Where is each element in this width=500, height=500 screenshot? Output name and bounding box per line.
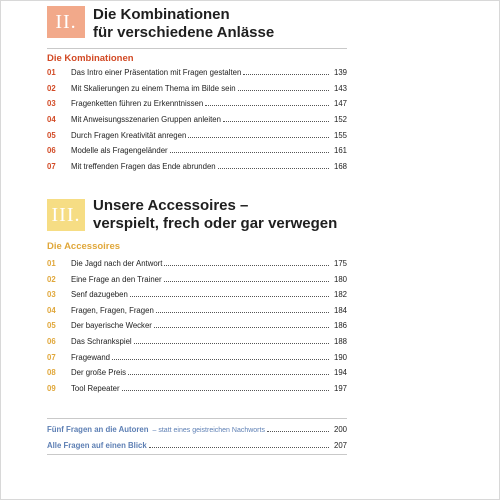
leader-dots bbox=[164, 275, 329, 282]
entry-page: 197 bbox=[333, 383, 347, 393]
entry-page: 168 bbox=[333, 162, 347, 172]
subheading: Die Accessoires bbox=[47, 241, 121, 252]
entry-page: 194 bbox=[333, 368, 347, 378]
entry-number: 01 bbox=[47, 259, 56, 268]
section-numeral-badge bbox=[47, 6, 85, 38]
toc-entry[interactable] bbox=[47, 259, 347, 275]
toc-entry[interactable] bbox=[47, 384, 347, 400]
toc-entry[interactable] bbox=[47, 84, 347, 100]
entry-title: Durch Fragen Kreativität anregen bbox=[71, 130, 187, 140]
toc-entry[interactable] bbox=[47, 321, 347, 337]
entry-number: 02 bbox=[47, 274, 56, 284]
section-title bbox=[93, 197, 337, 233]
toc-entry[interactable] bbox=[47, 131, 347, 147]
toc-entry[interactable] bbox=[47, 353, 347, 369]
toc-entry[interactable] bbox=[47, 275, 347, 291]
leader-dots bbox=[164, 259, 329, 266]
entry-page: 190 bbox=[333, 352, 347, 362]
entry-page: 184 bbox=[333, 305, 347, 315]
toc-entry[interactable] bbox=[47, 368, 347, 384]
entry-page: 147 bbox=[333, 99, 347, 109]
entry-number: 03 bbox=[47, 99, 56, 109]
entry-page: 143 bbox=[333, 83, 347, 93]
entry-number: 09 bbox=[47, 383, 56, 393]
entry-title: Das Schrankspiel bbox=[71, 336, 132, 346]
section-title-line2: für verschiedene Anlässe bbox=[93, 24, 275, 41]
entry-page: 152 bbox=[333, 115, 347, 125]
entry-page: 161 bbox=[333, 146, 347, 156]
leader-dots bbox=[188, 131, 329, 138]
toc-entry[interactable] bbox=[47, 68, 347, 84]
entry-number: 08 bbox=[47, 368, 56, 378]
entry-number: 05 bbox=[47, 321, 56, 331]
leader-dots bbox=[112, 353, 329, 360]
entry-title: Fragewand bbox=[71, 352, 111, 362]
leader-dots bbox=[267, 425, 329, 432]
toc-entry[interactable] bbox=[47, 306, 347, 322]
toc-entry[interactable] bbox=[47, 337, 347, 353]
entry-title: Eine Frage an den Trainer bbox=[71, 274, 162, 284]
entry-page: 207 bbox=[333, 441, 347, 450]
entry-title: Tool Repeater bbox=[71, 383, 120, 393]
leader-dots bbox=[223, 115, 329, 122]
toc-entry[interactable] bbox=[47, 162, 347, 178]
section-title bbox=[93, 6, 274, 42]
entry-title: Die Jagd nach der Antwort bbox=[71, 259, 163, 268]
leader-dots bbox=[130, 290, 329, 297]
entry-title: Mit Skalierungen zu einem Thema im Bilde sein bbox=[71, 83, 236, 93]
entry-page: 155 bbox=[333, 130, 347, 140]
leader-dots bbox=[243, 68, 329, 75]
entry-number: 03 bbox=[47, 290, 56, 300]
entry-page: 186 bbox=[333, 321, 347, 331]
toc-list bbox=[47, 259, 347, 399]
leader-dots bbox=[205, 99, 329, 106]
entry-number: 06 bbox=[47, 146, 56, 156]
divider bbox=[47, 48, 347, 49]
section-numeral: II. bbox=[55, 10, 77, 33]
entry-page: 139 bbox=[333, 68, 347, 77]
entry-number: 02 bbox=[47, 83, 56, 93]
section-numeral-badge bbox=[47, 199, 85, 231]
entry-note: – statt eines geistreichen Nachworts bbox=[152, 427, 265, 434]
leader-dots bbox=[134, 337, 329, 344]
entry-number: 05 bbox=[47, 130, 56, 140]
section-title-line1: Die Kombinationen bbox=[93, 6, 230, 23]
entry-page: 188 bbox=[333, 336, 347, 346]
entry-title: Das Intro einer Präsentation mit Fragen gestalten bbox=[71, 68, 242, 77]
entry-title: Senf dazugeben bbox=[71, 290, 128, 300]
entry-page: 200 bbox=[333, 425, 347, 434]
entry-page: 175 bbox=[333, 259, 347, 268]
toc-entry-afterword[interactable] bbox=[47, 425, 347, 441]
entry-page: 180 bbox=[333, 274, 347, 284]
leader-dots bbox=[149, 441, 329, 448]
leader-dots bbox=[128, 368, 329, 375]
toc-entry[interactable] bbox=[47, 99, 347, 115]
entry-page: 182 bbox=[333, 290, 347, 300]
leader-dots bbox=[218, 162, 329, 169]
leader-dots bbox=[122, 384, 329, 391]
entry-number: 04 bbox=[47, 305, 56, 315]
leader-dots bbox=[156, 306, 329, 313]
entry-title: Fragenketten führen zu Erkenntnissen bbox=[71, 99, 204, 109]
entry-number: 07 bbox=[47, 352, 56, 362]
section-numeral: III. bbox=[51, 203, 81, 226]
subheading: Die Kombinationen bbox=[47, 53, 134, 64]
entry-number: 06 bbox=[47, 336, 56, 346]
toc-entry[interactable] bbox=[47, 115, 347, 131]
entry-number: 07 bbox=[47, 162, 56, 172]
section-title-line2: verspielt, frech oder gar verwegen bbox=[93, 215, 338, 232]
entry-title: Modelle als Fragengeländer bbox=[71, 146, 168, 156]
entry-title: Fragen, Fragen, Fragen bbox=[71, 305, 154, 315]
entry-title: Mit Anweisungsszenarien Gruppen anleiten bbox=[71, 115, 221, 125]
leader-dots bbox=[238, 84, 329, 91]
leader-dots bbox=[154, 321, 329, 328]
section-title-line1: Unsere Accessoires – bbox=[93, 197, 249, 214]
toc-entry[interactable] bbox=[47, 290, 347, 306]
entry-title: Alle Fragen auf einen Blick bbox=[47, 441, 147, 450]
entry-title: Mit treffenden Fragen das Ende abrunden bbox=[71, 162, 216, 172]
entry-title: Fünf Fragen an die Autoren bbox=[47, 425, 149, 434]
entry-number: 04 bbox=[47, 115, 56, 125]
toc-entry[interactable] bbox=[47, 146, 347, 162]
entry-title: Der große Preis bbox=[71, 368, 127, 378]
divider bbox=[47, 418, 347, 419]
leader-dots bbox=[170, 146, 329, 153]
entry-number: 01 bbox=[47, 68, 56, 77]
toc-list bbox=[47, 68, 347, 178]
entry-title: Der bayerische Wecker bbox=[71, 321, 152, 331]
divider bbox=[47, 454, 347, 455]
